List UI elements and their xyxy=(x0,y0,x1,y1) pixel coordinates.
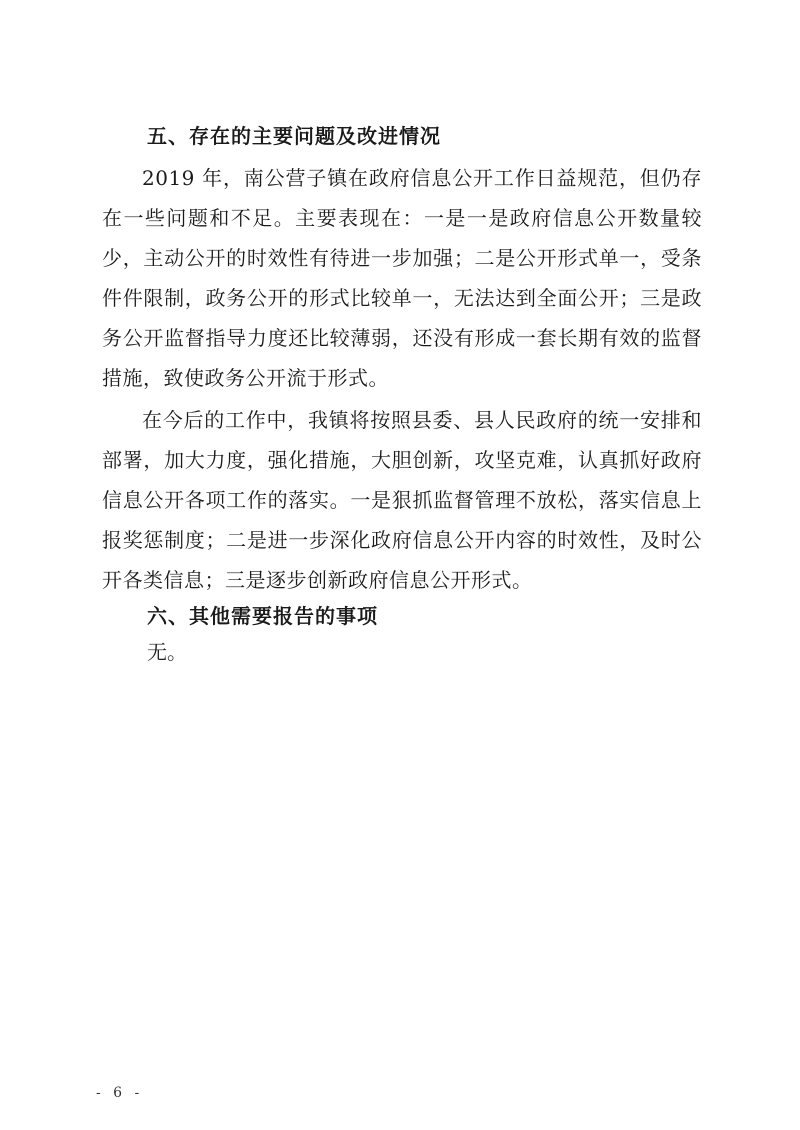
section-six-heading: 六、其他需要报告的事项 xyxy=(147,604,378,628)
section-five-paragraph-2: 在今后的工作中，我镇将按照县委、县人民政府的统一安排和部署，加大力度，强化措施，大胆创新，攻坚克难，认真抓好政府信息公开各项工作的落实。一是狠抓监督管理不放松，落实信息上报奖惩制度；二是进一步深化政府信息公开内容的时效性，及时公开各类信息；三是逐步创新政府信息公开形式。 xyxy=(102,408,702,592)
section-five-heading: 五、存在的主要问题及改进情况 xyxy=(147,124,441,148)
section-five-paragraph-1: 2019 年，南公营子镇在政府信息公开工作日益规范，但仍存在一些问题和不足。主要表现在：一是一是政府信息公开数量较少，主动公开的时效性有待进一步加强；二是公开形式单一，受条件件限制，政务公开的形式比较单一，无法达到全面公开；三是政务公开监督指导力度还比较薄弱，还没有形成一套长期有效的监督措施，致使政务公开流于形式。 xyxy=(102,166,702,390)
page-number: - 6 - xyxy=(96,1085,144,1101)
section-six-content: 无。 xyxy=(147,640,187,664)
